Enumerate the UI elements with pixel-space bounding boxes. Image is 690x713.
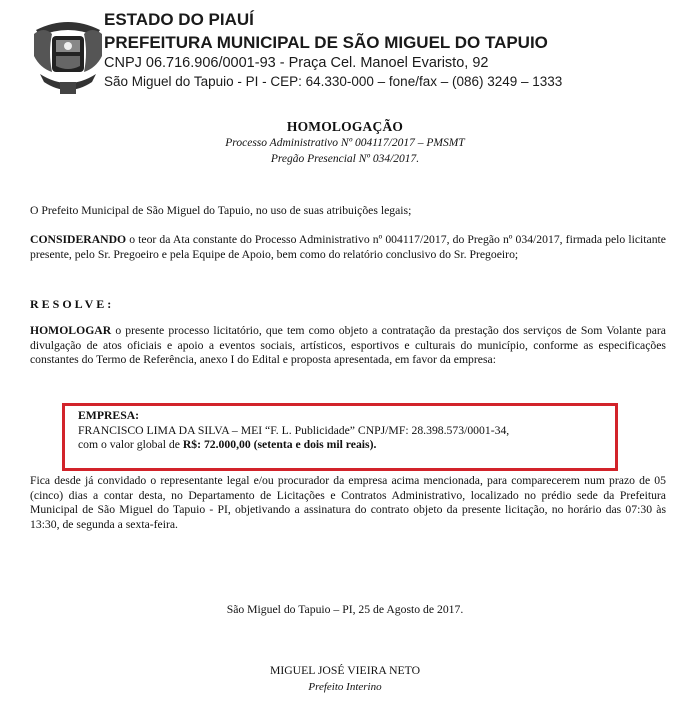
considering-paragraph bbox=[30, 233, 666, 262]
company-name: FRANCISCO LIMA DA SILVA – MEI “F. L. Publicidade” CNPJ/MF: 28.398.573/0001-34, bbox=[78, 423, 510, 437]
signer-name: MIGUEL JOSÉ VIEIRA NETO bbox=[269, 664, 421, 677]
resolve-heading: RESOLVE: bbox=[30, 297, 115, 311]
considering-lead: CONSIDERANDO bbox=[30, 233, 127, 246]
company-highlight-box bbox=[62, 403, 618, 471]
homologar-text: o presente processo licitatório, que tem como objeto a contratação da prestação dos serviços de Som Volante para divulgação de atos oficiais e apoio a eventos sociais, artísticos, esportivos e culturais do município, conforme as especificações constantes do Termo de Referência, anexo I do Edital e proposta apresentada, em favor da empresa: bbox=[30, 324, 666, 366]
invitation-paragraph: Fica desde já convidado o representante legal e/ou procurador da empresa acima mencionada, para comparecerem num prazo de 05 (cinco) dias a contar desta, no Departamento de Licitações e Contratos Administrativo, localizado no prédio sede da Prefeitura Municipal de São Miguel do Tapuio - PI, objetivando a assinatura do contrato objeto da presente licitação, no horário das 07:30 às 13:30, de segunda a sexta-feira. bbox=[30, 474, 666, 531]
company-label: EMPRESA: bbox=[78, 409, 140, 422]
homologar-paragraph bbox=[30, 324, 666, 368]
intro-paragraph: O Prefeito Municipal de São Miguel do Tapuio, no uso de suas atribuições legais; bbox=[30, 204, 412, 217]
header-prefecture: PREFEITURA MUNICIPAL DE SÃO MIGUEL DO TAPUIO bbox=[104, 33, 548, 52]
header-state: ESTADO DO PIAUÍ bbox=[104, 10, 254, 29]
date-line: São Miguel do Tapuio – PI, 25 de Agosto de 2017. bbox=[226, 603, 464, 616]
homologar-lead: HOMOLOGAR bbox=[30, 324, 112, 337]
auction-number: Pregão Presencial Nº 034/2017. bbox=[270, 153, 420, 165]
document-title: HOMOLOGAÇÃO bbox=[286, 119, 404, 134]
signer-role: Prefeito Interino bbox=[308, 681, 382, 693]
header-contact: São Miguel do Tapuio - PI - CEP: 64.330-000 – fone/fax – (086) 3249 – 1333 bbox=[104, 74, 563, 89]
company-details bbox=[78, 409, 608, 453]
company-value: com o valor global de R$: 72.000,00 (setenta e dois mil reais). bbox=[78, 438, 377, 451]
header-cnpj-address: CNPJ 06.716.906/0001-93 - Praça Cel. Manoel Evaristo, 92 bbox=[104, 55, 489, 71]
coat-of-arms-icon bbox=[30, 12, 106, 102]
considering-text: o teor da Ata constante do Processo Administrativo nº 004117/2017, do Pregão nº 034/2017, firmada pelo licitante presente, pelo Sr. Pregoeiro e pela Equipe de Apoio, bem como do relatório conclusivo do Sr. Pregoeiro; bbox=[30, 233, 666, 261]
value-amount: R$: 72.000,00 (setenta e dois mil reais). bbox=[182, 438, 377, 451]
process-number: Processo Administrativo Nº 004117/2017 – PMSMT bbox=[225, 137, 465, 149]
